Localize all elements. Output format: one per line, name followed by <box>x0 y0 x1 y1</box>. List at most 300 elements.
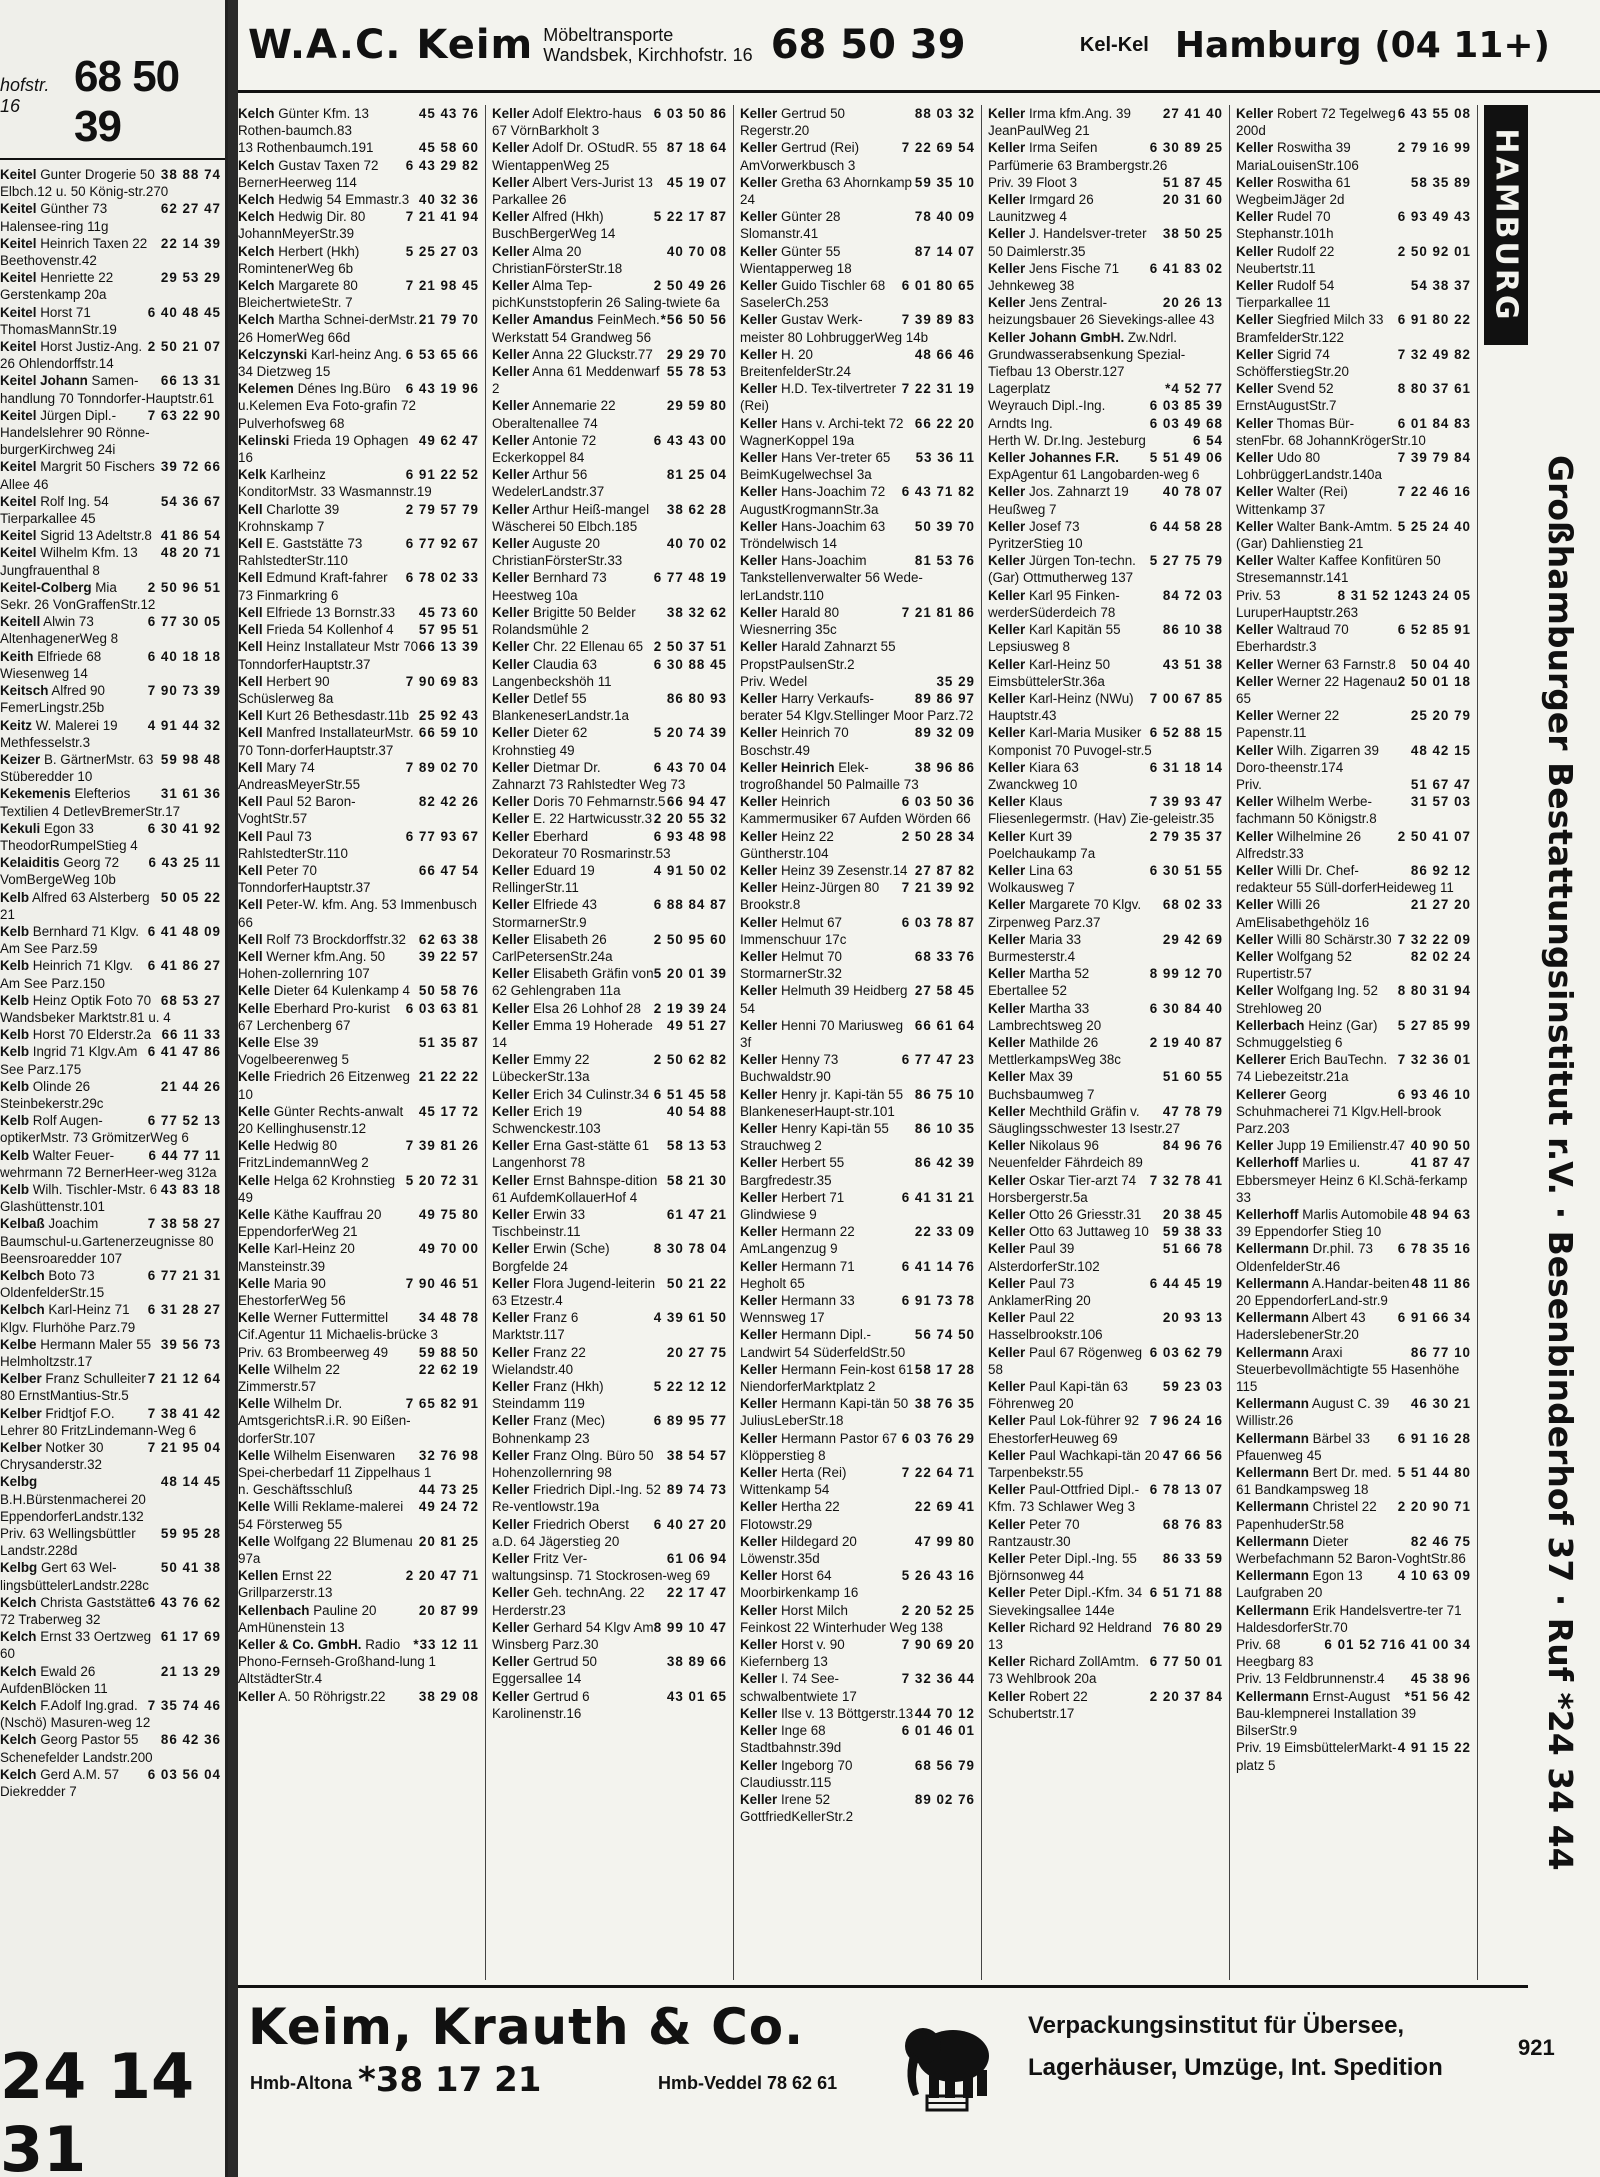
listing-entry <box>238 1602 479 1636</box>
entry-details: Herbert (Hkh) RomintenerWeg 6b <box>238 243 360 276</box>
entry-details: Elisabeth Gräfin von 62 Gehlengraben 11a <box>492 966 654 999</box>
listing-entry <box>492 1653 727 1687</box>
entry-details: Dieter 62 Krohnstieg 49 <box>492 725 588 758</box>
entry-name: Keller <box>740 1052 778 1068</box>
entry-phone: 50 58 76 <box>418 983 479 999</box>
listing-entry <box>1236 277 1471 311</box>
entry-phone: 89 74 73 <box>666 1482 727 1498</box>
entry-name: Kelbg <box>0 1560 38 1576</box>
entry-name: Keller <box>740 1671 778 1687</box>
entry-phone: 6 93 49 43 <box>1397 209 1471 225</box>
entry-details: Richard 92 Heldrand 13 <box>988 1619 1152 1653</box>
entry-name: Keller <box>1236 708 1274 724</box>
entry-details: August C. 39 Willistr.26 <box>1236 1396 1390 1429</box>
entry-name: Kelch <box>238 157 275 173</box>
listing-entry <box>492 1584 727 1618</box>
entry-phone: 29 42 69 <box>1162 931 1223 947</box>
entry-details: Bert Dr. med. 61 Bandkampsweg 18 <box>1236 1465 1392 1498</box>
entry-details: Karl-Heinz 20 Mansteinstr.39 <box>238 1241 355 1274</box>
listing-entry <box>740 828 975 862</box>
entry-phone: 6 89 95 77 <box>653 1413 727 1429</box>
entry-phone: 7 65 82 91 <box>405 1396 479 1412</box>
entry-details: Franz 22 Wielandstr.40 <box>492 1344 586 1377</box>
entry-name: Keller <box>492 1275 530 1291</box>
entry-phone: 2 19 39 24 <box>653 1000 727 1016</box>
listing-entry <box>238 1068 479 1102</box>
listing-entry <box>492 862 727 896</box>
entry-phone: 6 77 92 67 <box>405 536 479 552</box>
listing-entry <box>988 1481 1223 1515</box>
entry-phone: 6 77 52 13 <box>147 1113 221 1129</box>
listing-entry <box>238 1688 479 1705</box>
listing-entry <box>988 621 1223 655</box>
entry-name: Kellermann <box>1236 1275 1309 1291</box>
entry-details: Paul 22 Hasselbrookstr.106 <box>988 1310 1103 1343</box>
listing-entry <box>0 1731 221 1765</box>
entry-name: Kell <box>238 725 263 741</box>
entry-details: Siegfried Milch 33 BramfelderStr.122 <box>1236 312 1384 345</box>
entry-name: Kelle <box>238 1069 271 1085</box>
listing-entry <box>0 269 221 303</box>
entry-details: Peter-W. kfm. Ang. 53 Immenbusch 66 <box>238 897 477 930</box>
entry-details: Mathilde 26 MettlerkampsWeg 38c <box>988 1034 1121 1068</box>
entry-phone: 2 79 57 79 <box>405 501 479 517</box>
entry-name: Keller <box>740 1602 778 1618</box>
entry-name: Keller <box>740 415 778 431</box>
listing-entry <box>238 277 479 311</box>
entry-name: Keitel <box>0 304 37 320</box>
entry-phone: 86 33 59 <box>1162 1551 1223 1567</box>
entry-phone: 62 27 47 <box>160 201 221 217</box>
entry-phone: 6 41 86 27 <box>147 958 221 974</box>
entry-name: Keller <box>492 1052 530 1068</box>
entry-details: Georg Schuhmacherei 71 Klgv.Hell-brook Parz.203 <box>1236 1086 1442 1136</box>
entry-name: Keller <box>1236 983 1274 999</box>
entry-phone: 68 02 33 <box>1162 897 1223 913</box>
listing-entry <box>0 1697 221 1731</box>
entry-phone: 4 91 44 32 <box>147 717 221 733</box>
entry-phone: 31 61 36 <box>160 786 221 802</box>
listing-entry <box>238 1000 479 1034</box>
entry-phone: 43 24 05 <box>1410 587 1471 603</box>
entry-details: Jens Fische 71 Jehnkeweg 38 <box>988 260 1120 294</box>
entry-phone: 45 19 07 <box>666 174 727 190</box>
entry-name: Keller <box>740 106 778 121</box>
listing-entry <box>988 449 1223 483</box>
entry-phone: 38 62 28 <box>666 501 727 517</box>
listing-entry <box>988 1034 1223 1068</box>
entry-details: Helmuth 39 Heidberg 54 <box>740 983 908 1016</box>
directory-page <box>238 0 1600 2177</box>
entry-phone: 8 80 37 61 <box>1397 381 1471 397</box>
listing-entry <box>492 759 727 793</box>
entry-name: Kelle <box>238 1103 271 1119</box>
listing-entry <box>1236 896 1471 930</box>
entry-name: Keitel <box>0 528 37 544</box>
listing-entry <box>1236 518 1471 552</box>
entry-name: Kelinski <box>238 432 290 448</box>
listing-entry <box>740 1464 975 1498</box>
entry-name: Keller <box>740 278 778 294</box>
entry-phone: 40 70 02 <box>666 536 727 552</box>
entry-phone: 86 92 12 <box>1410 862 1471 878</box>
listing-entry <box>1236 1688 1471 1740</box>
entry-name: Keller <box>492 243 530 259</box>
listing-entry <box>492 896 727 930</box>
listing-entry <box>740 862 975 879</box>
entry-details: Elisabeth 26 CarlPetersenStr.24a <box>492 931 613 964</box>
listing-entry <box>492 139 727 173</box>
entry-phone: 21 79 70 <box>418 312 479 328</box>
entry-name: Kelber <box>0 1405 42 1421</box>
entry-name: Keller <box>988 862 1026 878</box>
listing-entry <box>238 793 479 827</box>
entry-phone: 6 41 00 34 <box>1397 1637 1471 1653</box>
listing-entry <box>1236 707 1471 741</box>
entry-details: I. 74 See-schwalbentwiete 17 <box>740 1671 857 1704</box>
entry-name: Keller Johannes F.R. <box>988 450 1119 466</box>
entry-details: Martha Schnei-derMstr. 26 HomerWeg 66d <box>238 312 418 345</box>
entry-phone: 6 78 13 07 <box>1149 1482 1223 1498</box>
listing-entry <box>988 759 1223 793</box>
listing-entry <box>740 277 975 311</box>
listing-entry <box>988 1550 1223 1584</box>
entry-name: Kell <box>238 639 263 655</box>
entry-name: Keitel <box>0 545 37 561</box>
listing-entry <box>0 992 221 1026</box>
listing-entry <box>492 432 727 466</box>
entry-phone: *4 52 77 <box>1165 381 1223 397</box>
entry-name: Keller <box>988 725 1026 741</box>
entry-details: Kiara 63 Zwanckweg 10 <box>988 759 1079 792</box>
entry-details: Detlef 55 BlankeneserLandstr.1a <box>492 690 629 724</box>
entry-phone: 6 44 45 19 <box>1149 1275 1223 1291</box>
entry-phone: 7 21 12 64 <box>147 1371 221 1387</box>
entry-phone: 5 51 49 06 <box>1149 450 1223 466</box>
entry-details: Wilhelm Eisenwaren Spei-cherbedarf 11 Zippelhaus 1 <box>238 1447 432 1481</box>
entry-name: Keller <box>740 518 778 534</box>
entry-details: Helga 62 Krohnstieg 49 <box>238 1172 396 1205</box>
listing-entry <box>988 1240 1223 1274</box>
listing-entry <box>1236 105 1471 139</box>
listing-entry <box>0 820 221 854</box>
entry-phone: 6 03 76 29 <box>901 1430 975 1446</box>
entry-name: Keller <box>492 1310 530 1326</box>
entry-details: Elfriede 13 Bornstr.33 <box>266 604 396 620</box>
entry-name: Keller <box>988 1344 1026 1360</box>
entry-phone: 21 44 26 <box>160 1078 221 1094</box>
entry-details: Herth W. Dr.Ing. Jesteburg <box>988 432 1146 448</box>
listing-entry <box>740 139 975 173</box>
entry-details: Ilse v. 13 Böttgerstr.13 <box>780 1705 914 1721</box>
entry-phone: 7 21 95 04 <box>147 1440 221 1456</box>
listing-entry <box>492 793 727 810</box>
prev-page-column <box>0 160 225 2066</box>
entry-phone: 6 03 50 36 <box>901 794 975 810</box>
entry-name: Keller <box>988 140 1026 156</box>
entry-phone: 6 03 49 68 <box>1149 415 1223 431</box>
header-city: Hamburg (04 11+) <box>1174 24 1550 66</box>
listing-entry <box>988 656 1223 690</box>
entry-name: Keller <box>988 1654 1026 1670</box>
elephant-logo-icon <box>893 2008 1003 2118</box>
entry-phone: 6 43 19 96 <box>405 381 479 397</box>
entry-details: Svend 52 ErnstAugustStr.7 <box>1236 381 1337 414</box>
entry-phone: 2 20 47 71 <box>405 1568 479 1584</box>
listing-entry <box>0 1559 221 1593</box>
entry-details: Wolfgang Ing. 52 Strehloweg 20 <box>1236 983 1378 1016</box>
entry-name: Kelle <box>238 1241 271 1257</box>
entry-phone: 6 01 52 71 <box>1324 1637 1398 1653</box>
entry-phone: 7 22 46 16 <box>1397 484 1471 500</box>
entry-phone: 4 10 63 09 <box>1397 1568 1471 1584</box>
entry-phone: 5 22 12 12 <box>653 1379 727 1395</box>
listing-entry <box>492 346 727 363</box>
entry-phone: 45 17 72 <box>418 1103 479 1119</box>
listing-entry <box>1236 931 1471 948</box>
entry-details: Waltraud 70 Eberhardstr.3 <box>1236 622 1349 655</box>
entry-phone: *51 56 42 <box>1404 1688 1471 1704</box>
entry-details: Erwin 33 Tischbeinstr.11 <box>492 1207 586 1240</box>
listing-entry <box>1236 948 1471 982</box>
entry-details: Josef 73 PyritzerStieg 10 <box>988 518 1083 552</box>
entry-details: Erna Gast-stätte 61 Langenhorst 78 <box>492 1138 650 1171</box>
listing-entry <box>238 139 479 156</box>
listing-column-5 <box>1230 105 1478 1980</box>
entry-name: Keitel <box>0 493 37 509</box>
bottom-ad-location-2: Hmb-Veddel 78 62 61 <box>658 2073 838 2093</box>
listing-entry <box>740 982 975 1016</box>
listing-entry <box>740 1498 975 1532</box>
entry-details: Ernst-August Bau-klempnerei Installation 39 BilserStr.9 <box>1236 1688 1417 1739</box>
entry-details: Hermann Pastor 67 Klöpperstieg 8 <box>740 1430 898 1463</box>
entry-name: Keller <box>988 106 1026 121</box>
listing-entry <box>1236 1670 1471 1687</box>
entry-details: Hans-Joachim 63 Tröndelwisch 14 <box>740 518 886 552</box>
entry-phone: 5 51 44 80 <box>1397 1465 1471 1481</box>
entry-details: Egon 13 Laufgraben 20 <box>1236 1568 1363 1601</box>
listing-entry <box>1236 742 1471 776</box>
entry-phone: 6 30 89 25 <box>1149 140 1223 156</box>
listing-entry <box>492 638 727 655</box>
entry-name: Keller <box>988 794 1026 810</box>
entry-name: Keller <box>492 1585 530 1601</box>
entry-phone: 40 90 50 <box>1410 1138 1471 1154</box>
entry-name: Keller <box>988 966 1026 982</box>
entry-details: Priv. 63 Brombeerweg 49 <box>238 1344 389 1360</box>
entry-phone: 6 31 18 14 <box>1149 759 1223 775</box>
entry-name: Kell <box>238 604 263 620</box>
entry-phone: 59 23 03 <box>1162 1379 1223 1395</box>
listing-entry <box>988 587 1223 621</box>
listing-entry <box>0 458 221 492</box>
entry-details: Willi 26 AmElisabethgehölz 16 <box>1236 897 1370 930</box>
entry-name: Keller <box>492 1017 530 1033</box>
entry-phone: 48 11 86 <box>1411 1275 1471 1291</box>
listing-entry <box>988 174 1223 191</box>
entry-details: Heinz 39 Zesenstr.14 <box>780 862 908 878</box>
entry-name: Kell <box>238 708 263 724</box>
listing-entry <box>1236 673 1471 707</box>
entry-name: Keller <box>988 1585 1026 1601</box>
listing-entry <box>740 1017 975 1051</box>
entry-details: ExpAgentur 61 Langobarden-weg 6 <box>988 467 1200 483</box>
listing-entry <box>1236 621 1471 655</box>
entry-details: Maria 33 Burmesterstr.4 <box>988 931 1082 964</box>
entry-phone: 66 61 64 <box>914 1017 975 1033</box>
entry-phone: 5 22 17 87 <box>653 209 727 225</box>
entry-phone: 89 02 76 <box>914 1791 975 1807</box>
entry-phone: 4 91 15 22 <box>1397 1740 1471 1756</box>
entry-name: Keller <box>988 1034 1026 1050</box>
entry-name: Keller <box>492 1086 530 1102</box>
entry-name: Kell <box>238 570 263 586</box>
entry-details: Willi Reklame-malerei 54 Försterweg 55 <box>238 1499 404 1532</box>
entry-phone: 82 42 26 <box>418 794 479 810</box>
listing-entry <box>988 105 1223 139</box>
listing-entry <box>740 1636 975 1670</box>
entry-phone: 21 27 20 <box>1410 897 1471 913</box>
entry-details: Karl-Heinz 71 Klgv. Flurhöhe Parz.79 <box>0 1302 136 1335</box>
listing-entry <box>492 1172 727 1206</box>
entry-name: Kellermann <box>1236 1533 1309 1549</box>
entry-name: Keller <box>988 295 1026 311</box>
entry-phone: 88 03 32 <box>914 106 975 121</box>
entry-name: Kelb <box>0 1113 30 1129</box>
entry-phone: 40 54 88 <box>666 1103 727 1119</box>
entry-name: Keller <box>740 1224 778 1240</box>
entry-name: Keller <box>492 862 530 878</box>
listing-entry <box>740 1189 975 1223</box>
entry-details: Robert 72 Tegelweg 200d <box>1236 106 1396 139</box>
listing-entry <box>238 1137 479 1171</box>
entry-phone: 2 50 92 01 <box>1397 243 1471 259</box>
entry-details: Günter Rechts-anwalt 20 Kellinghusenstr.12 <box>238 1103 404 1136</box>
entry-phone: 59 98 48 <box>160 751 221 767</box>
entry-name: Keller <box>740 312 778 328</box>
entry-details: Walter Kaffee Konfitüren 50 Stresemannstr.141 <box>1236 553 1441 586</box>
entry-phone: 38 88 74 <box>160 167 221 182</box>
entry-details: Walter Bank-Amtm. (Gar) Dahlienstieg 21 <box>1236 518 1393 552</box>
entry-details: Peter Dipl.-Ing. 55 Björnsonweg 44 <box>988 1551 1137 1584</box>
entry-name: Keller <box>492 1344 530 1360</box>
entry-name: Kelk <box>238 467 267 483</box>
entry-name: Keller <box>740 1086 778 1102</box>
entry-phone: 2 50 41 07 <box>1397 828 1471 844</box>
listing-entry <box>740 638 975 672</box>
entry-phone: 7 39 89 83 <box>901 312 975 328</box>
entry-name: Kellermann <box>1236 1396 1309 1412</box>
entry-name: Keller <box>740 794 778 810</box>
entry-phone: 6 93 46 10 <box>1397 1086 1471 1102</box>
entry-name: Keller <box>988 1413 1026 1429</box>
entry-details: Rolf Ing. 54 Tierparkallee 45 <box>0 493 109 527</box>
entry-name: Kell <box>238 794 263 810</box>
entry-name: Keitel <box>0 270 37 286</box>
entry-details: Walter Feuer-wehrmann 72 BernerHeer-weg 312a <box>0 1147 217 1180</box>
entry-name: Keller <box>988 656 1026 672</box>
entry-name: Kellermann <box>1236 1241 1309 1257</box>
listing-entry <box>238 759 479 793</box>
entry-name: Kelemen <box>238 381 294 397</box>
entry-name: Kelch <box>0 1766 37 1782</box>
entry-name: Keller <box>1236 312 1274 328</box>
listing-entry <box>0 1370 221 1404</box>
entry-details: Eberhard Dekorateur 70 Rosmarinstr.53 <box>492 828 671 861</box>
entry-name: Keller <box>492 759 530 775</box>
listing-entry <box>238 311 479 345</box>
entry-phone: 51 87 45 <box>1162 174 1223 190</box>
listing-entry <box>238 1275 479 1309</box>
listing-entry <box>1236 311 1471 345</box>
listing-entry <box>0 1336 221 1370</box>
entry-details: Heinrich Kammermusiker 67 Aufden Wörden 66 <box>740 794 971 827</box>
listing-entry <box>492 1516 727 1550</box>
entry-phone: 38 32 62 <box>666 604 727 620</box>
listing-entry <box>1236 1240 1471 1274</box>
entry-phone: 6 41 48 09 <box>147 923 221 939</box>
listing-entry <box>0 1267 221 1301</box>
entry-name: Keller <box>492 656 530 672</box>
entry-name: Keller <box>1236 415 1274 431</box>
entry-name: Keitel <box>0 339 37 355</box>
entry-name: Keller <box>492 690 530 706</box>
listing-entry <box>492 1619 727 1653</box>
entry-phone: 78 40 09 <box>914 209 975 225</box>
entry-details: Helmut 70 StormarnerStr.32 <box>740 948 842 982</box>
entry-name: Keller <box>740 209 778 225</box>
entry-name: Keller <box>492 1516 530 1532</box>
entry-phone: 6 91 80 22 <box>1397 312 1471 328</box>
listing-entry <box>1236 656 1471 673</box>
listing-entry <box>492 810 727 827</box>
entry-phone: 6 77 30 05 <box>147 614 221 630</box>
entry-phone: 43 51 38 <box>1162 656 1223 672</box>
entry-phone: 20 81 25 <box>418 1533 479 1549</box>
listing-entry <box>740 1757 975 1791</box>
entry-name: Keller <box>492 209 530 225</box>
entry-phone: 2 20 90 71 <box>1397 1499 1471 1515</box>
listing-entry <box>988 191 1223 225</box>
entry-phone: *33 12 11 <box>413 1637 479 1653</box>
entry-details: Olinde 26 Steinbekerstr.29c <box>0 1078 104 1111</box>
entry-phone: 7 21 41 94 <box>405 209 479 225</box>
entry-phone: 2 20 52 25 <box>901 1602 975 1618</box>
entry-details: Jürgen Ton-techn. (Gar) Ottmutherweg 137 <box>988 553 1136 586</box>
listing-entry <box>0 1473 221 1525</box>
entry-name: Keller <box>1236 862 1274 878</box>
listing-entry <box>492 1103 727 1137</box>
entry-name: Kelb <box>0 992 30 1008</box>
entry-details: Irma kfm.Ang. 39 JeanPaulWeg 21 <box>988 106 1131 139</box>
entry-details: Karl Kapitän 55 Lepsiusweg 8 <box>988 622 1121 655</box>
entry-phone: 7 96 24 16 <box>1149 1413 1223 1429</box>
listing-entry <box>238 501 479 535</box>
entry-details: Herbert 71 Glindwiese 9 <box>740 1189 845 1222</box>
entry-details: Werner kfm.Ang. 50 Hohen-zollernring 107 <box>238 948 386 982</box>
entry-details: Heinz Optik Foto 70 Wandsbeker Marktstr.81 u. 4 <box>0 992 171 1025</box>
entry-details: Wilh. Tischler-Mstr. 6 Glashüttenstr.101 <box>0 1181 158 1215</box>
entry-details: Hermann 33 Wennsweg 17 <box>740 1293 855 1326</box>
entry-details: Paul 73 RahlstedterStr.110 <box>238 828 348 861</box>
entry-phone: 7 32 36 44 <box>901 1671 975 1687</box>
entry-details: Else 39 Vogelbeerenweg 5 <box>238 1034 349 1068</box>
entry-name: Kelch <box>238 106 275 121</box>
entry-phone: 5 20 01 39 <box>653 966 727 982</box>
entry-name: Keller <box>492 398 530 414</box>
entry-name: Keller <box>1236 673 1274 689</box>
entry-details: Adolf Elektro-haus 67 VörnBarkholt 3 <box>492 106 642 139</box>
